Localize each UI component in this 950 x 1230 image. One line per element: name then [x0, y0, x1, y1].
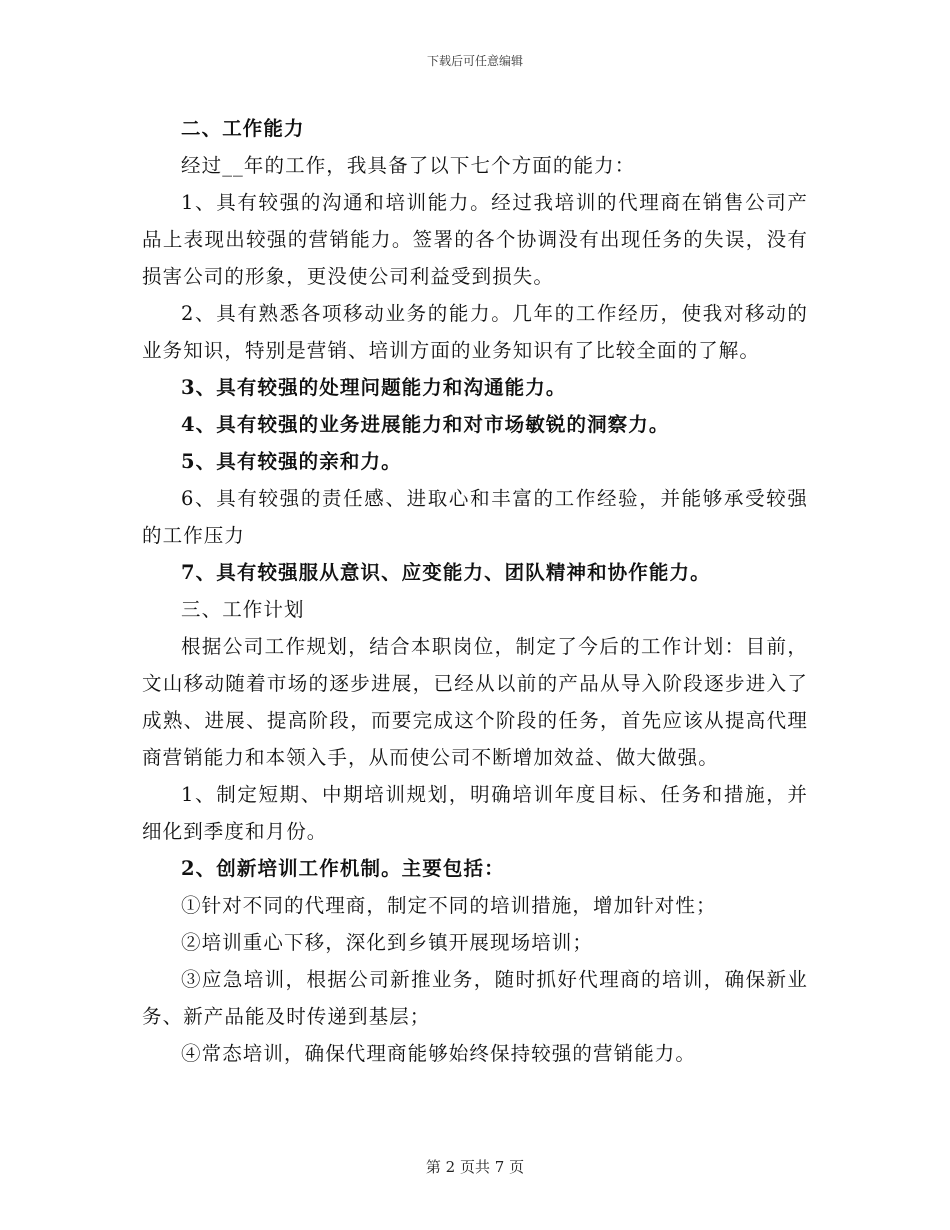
paragraph-ability-4: 4、具有较强的业务进展能力和对市场敏锐的洞察力。 [181, 413, 670, 436]
paragraph-plan-item-1: ①针对不同的代理商，制定不同的培训措施，增加针对性； [181, 894, 717, 917]
section-heading-work-plan: 三、工作计划 [181, 598, 305, 621]
paragraph-plan-item-2: ②培训重心下移，深化到乡镇开展现场培训； [181, 931, 594, 954]
paragraph-plan-item-4: ④常态培训，确保代理商能够始终保持较强的营销能力。 [181, 1042, 697, 1065]
paragraph-ability-1: 1、具有较强的沟通和培训能力。经过我培训的代理商在销售公司产品上表现出较强的营销能力。签署的各个协调没有出现任务的失误，没有损害公司的形象，更没使公司利益受到损失。 [142, 191, 808, 288]
paragraph-plan-item-3: ③应急培训，根据公司新推业务，随时抓好代理商的培训，确保新业务、新产品能及时传递到基层； [142, 968, 808, 1028]
document-body [142, 110, 808, 1072]
page-number: 第 2 页共 7 页 [425, 1158, 525, 1176]
paragraph-intro-abilities: 经过__年的工作，我具备了以下七个方面的能力： [181, 154, 636, 177]
paragraph-ability-5: 5、具有较强的亲和力。 [181, 450, 402, 473]
paragraph-ability-6: 6、具有较强的责任感、进取心和丰富的工作经验，并能够承受较强的工作压力 [142, 487, 808, 547]
paragraph-ability-7: 7、具有较强服从意识、应变能力、团队精神和协作能力。 [181, 561, 711, 584]
paragraph-plan-2: 2、创新培训工作机制。主要包括： [181, 857, 505, 880]
paragraph-plan-1: 1、制定短期、中期培训规划，明确培训年度目标、任务和措施，并细化到季度和月份。 [142, 783, 808, 843]
section-heading-work-ability: 二、工作能力 [181, 117, 305, 140]
paragraph-ability-2: 2、具有熟悉各项移动业务的能力。几年的工作经历，使我对移动的业务知识，特别是营销、培训方面的业务知识有了比较全面的了解。 [142, 302, 808, 362]
paragraph-plan-intro: 根据公司工作规划，结合本职岗位，制定了今后的工作计划：目前，文山移动随着市场的逐步进展，已经从以前的产品从导入阶段逐步进入了成熟、进展、提高阶段，而要完成这个阶段的任务，首先应该从提高代理商营销能力和本领入手，从而使公司不断增加效益、做大做强。 [142, 635, 808, 769]
paragraph-ability-3: 3、具有较强的处理问题能力和沟通能力。 [181, 376, 567, 399]
page-header-note: 下载后可任意编辑 [426, 54, 523, 68]
